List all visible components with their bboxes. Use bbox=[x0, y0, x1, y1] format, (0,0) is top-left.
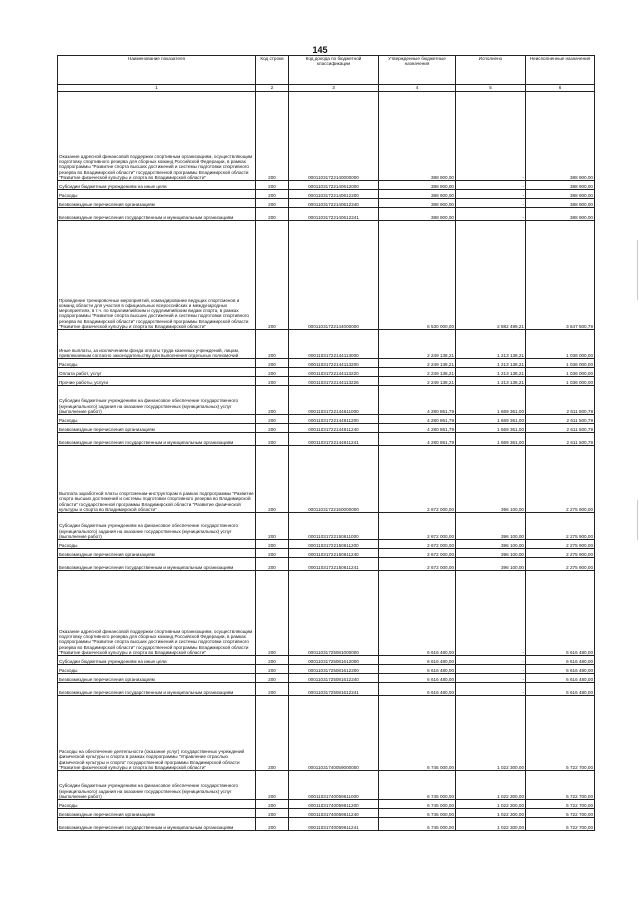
table-cell-unexecuted: 2 611 500,79 bbox=[526, 415, 595, 424]
table-cell-income-code: 00011031740059611200 bbox=[289, 800, 379, 809]
table-cell-income-code: 00011031722144113200 bbox=[289, 359, 379, 368]
table-cell-approved: 2 672 000,00 bbox=[379, 558, 456, 571]
table-cell-executed: - bbox=[456, 92, 526, 181]
column-header-executed: Исполнено bbox=[456, 56, 526, 85]
table-cell-line-code: 200 bbox=[256, 571, 289, 656]
table-cell-income-code: 00011031740059000000 bbox=[289, 696, 379, 771]
table-cell-line-code: 200 bbox=[256, 540, 289, 549]
table-cell-unexecuted: 2 611 500,79 bbox=[526, 424, 595, 433]
table-cell-approved: 6 745 000,00 bbox=[379, 818, 456, 831]
table-row bbox=[58, 809, 595, 818]
table-cell-income-code: 00011031722144611240 bbox=[289, 424, 379, 433]
column-number: 5 bbox=[456, 85, 526, 92]
table-cell-line-code: 200 bbox=[256, 92, 289, 181]
table-cell-unexecuted: 6 616 480,00 bbox=[526, 665, 595, 674]
budget-execution-table bbox=[57, 55, 595, 831]
page-number: 145 bbox=[312, 45, 328, 55]
table-cell-income-code: 00011031722144611241 bbox=[289, 433, 379, 446]
table-row bbox=[58, 665, 595, 674]
scan-edge-line bbox=[637, 240, 638, 300]
table-cell-name: Оплата работ, услуг bbox=[58, 368, 256, 377]
table-cell-name: Расходы на обеспечение деятельности (оказание услуг) государственных учреждений физической культуры и спорта в рамках подпрограммы "Управление отраслью физической культуры и спорта" государственной программы Владимирской области "Развитие физической культуры и спорта во Владимирской области" bbox=[58, 696, 256, 771]
table-row bbox=[58, 221, 595, 330]
table-cell-unexecuted: 1 036 000,00 bbox=[526, 330, 595, 359]
table-cell-approved: 2 249 138,21 bbox=[379, 330, 456, 359]
table-cell-unexecuted: 2 275 900,00 bbox=[526, 513, 595, 540]
table-cell-name: Проведение тренировочных мероприятий, командирование ведущих спортсменов и команд области для участия в официальных всероссийских и международных мероприятиях, в т.ч. по паралимпийским и сурдлимпийским видам спорта, в рамках подпрограммы "Развитие спорта высших достижений и системы подготовки спортивного резерва во Владимирской области" государственной программы Владимирской области "Развитие физической культуры и спорта во Владимирской области" bbox=[58, 221, 256, 330]
table-cell-executed: 1 213 138,21 bbox=[456, 368, 526, 377]
table-cell-name: Безвозмездные перечисления государственным и муниципальным организациям bbox=[58, 558, 256, 571]
table-cell-unexecuted: 2 275 900,00 bbox=[526, 540, 595, 549]
table-cell-name: Субсидии бюджетным учреждениям на иные цели bbox=[58, 181, 256, 190]
table-cell-income-code: 00011031722140612240 bbox=[289, 199, 379, 208]
table-cell-approved: 6 530 000,00 bbox=[379, 221, 456, 330]
table-cell-name: Расходы bbox=[58, 190, 256, 199]
table-row bbox=[58, 208, 595, 221]
table-cell-unexecuted: 388 900,00 bbox=[526, 92, 595, 181]
table-cell-unexecuted: 1 036 000,00 bbox=[526, 377, 595, 386]
table-cell-executed: 1 669 361,00 bbox=[456, 433, 526, 446]
table-row bbox=[58, 199, 595, 208]
table-cell-executed: 396 100,00 bbox=[456, 540, 526, 549]
table-cell-approved: 2 249 138,21 bbox=[379, 368, 456, 377]
table-row bbox=[58, 386, 595, 415]
column-number: 4 bbox=[379, 85, 456, 92]
table-cell-executed: - bbox=[456, 674, 526, 683]
table-cell-unexecuted: 6 616 480,00 bbox=[526, 656, 595, 665]
table-row bbox=[58, 818, 595, 831]
column-header-line-code: Код строки bbox=[256, 56, 289, 85]
table-cell-executed: 1 022 300,00 bbox=[456, 809, 526, 818]
table-cell-name: Субсидии бюджетным учреждениям на иные цели bbox=[58, 656, 256, 665]
table-row bbox=[58, 92, 595, 181]
table-row bbox=[58, 368, 595, 377]
table-row bbox=[58, 674, 595, 683]
table-cell-name: Безвозмездные перечисления организациям bbox=[58, 674, 256, 683]
table-cell-income-code: 00011031725081612240 bbox=[289, 674, 379, 683]
table-cell-unexecuted: 388 900,00 bbox=[526, 208, 595, 221]
table-cell-unexecuted: 2 275 900,00 bbox=[526, 446, 595, 513]
table-row bbox=[58, 377, 595, 386]
table-cell-unexecuted: 5 722 700,00 bbox=[526, 696, 595, 771]
table-cell-income-code: 00011031722150611241 bbox=[289, 558, 379, 571]
table-cell-unexecuted: 2 275 900,00 bbox=[526, 549, 595, 558]
table-cell-name: Безвозмездные перечисления государственным и муниципальным организациям bbox=[58, 433, 256, 446]
table-cell-line-code: 200 bbox=[256, 771, 289, 800]
table-cell-line-code: 200 bbox=[256, 424, 289, 433]
table-cell-executed: - bbox=[456, 199, 526, 208]
table-cell-approved: 388 900,00 bbox=[379, 208, 456, 221]
table-cell-executed: - bbox=[456, 208, 526, 221]
table-cell-line-code: 200 bbox=[256, 656, 289, 665]
table-cell-unexecuted: 5 722 700,00 bbox=[526, 800, 595, 809]
table-cell-approved: 6 616 480,00 bbox=[379, 656, 456, 665]
table-cell-line-code: 200 bbox=[256, 368, 289, 377]
table-cell-income-code: 00011031740059611240 bbox=[289, 809, 379, 818]
table-cell-line-code: 200 bbox=[256, 386, 289, 415]
table-cell-approved: 6 616 480,00 bbox=[379, 683, 456, 696]
table-cell-line-code: 200 bbox=[256, 433, 289, 446]
table-cell-unexecuted: 5 722 700,00 bbox=[526, 818, 595, 831]
column-number-row bbox=[58, 85, 595, 92]
table-row bbox=[58, 433, 595, 446]
table-cell-executed: 396 100,00 bbox=[456, 513, 526, 540]
table-cell-name: Оказание адресной финансовой поддержки спортивным организациям, осуществляющим подготовку спортивного резерва для сборных команд Российской Федерации, в рамках подпрограммы "Развитие спорта высших достижений и системы подготовки спортивного резерва во Владимирской области" государственной программы Владимирской области "Развитие физической культуры и спорта во Владимирской области" bbox=[58, 571, 256, 656]
table-cell-name: Субсидии бюджетным учреждениям на финансовое обеспечение государственного (муниципального) задания на оказание государственных (муниципальных) услуг (выполнение работ) bbox=[58, 386, 256, 415]
table-row bbox=[58, 771, 595, 800]
column-header-name: Наименование показателя bbox=[58, 56, 256, 85]
table-cell-executed: 1 213 138,21 bbox=[456, 359, 526, 368]
table-cell-name: Безвозмездные перечисления государственным и муниципальным организациям bbox=[58, 683, 256, 696]
table-cell-approved: 388 900,00 bbox=[379, 199, 456, 208]
table-cell-name: Субсидии бюджетным учреждениям на финансовое обеспечение государственного (муниципального) задания на оказание государственных (муниципальных) услуг (выполнение работ) bbox=[58, 513, 256, 540]
table-row bbox=[58, 549, 595, 558]
table-row bbox=[58, 424, 595, 433]
table-cell-approved: 2 672 000,00 bbox=[379, 513, 456, 540]
table-row bbox=[58, 513, 595, 540]
table-cell-unexecuted: 5 722 700,00 bbox=[526, 771, 595, 800]
table-cell-unexecuted: 388 900,00 bbox=[526, 190, 595, 199]
column-number: 1 bbox=[58, 85, 256, 92]
table-cell-approved: 6 745 000,00 bbox=[379, 809, 456, 818]
table-body bbox=[58, 92, 595, 831]
table-cell-executed: 1 669 361,00 bbox=[456, 415, 526, 424]
table-cell-income-code: 00011031722140612241 bbox=[289, 208, 379, 221]
table-row bbox=[58, 558, 595, 571]
table-row bbox=[58, 359, 595, 368]
table-cell-name: Субсидии бюджетным учреждениям на финансовое обеспечение государственного (муниципального) задания на оказание государственных (муниципальных) услуг (выполнение работ) bbox=[58, 771, 256, 800]
table-cell-approved: 4 280 861,79 bbox=[379, 433, 456, 446]
column-header-unexecuted: Неисполненные назначения bbox=[526, 56, 595, 85]
table-row bbox=[58, 696, 595, 771]
table-cell-income-code: 00011031740059611241 bbox=[289, 818, 379, 831]
table-cell-name: Расходы bbox=[58, 415, 256, 424]
table-cell-name: Безвозмездные перечисления организациям bbox=[58, 424, 256, 433]
table-cell-income-code: 00011031725081612200 bbox=[289, 665, 379, 674]
table-cell-approved: 6 745 000,00 bbox=[379, 800, 456, 809]
table-cell-unexecuted: 2 611 500,79 bbox=[526, 433, 595, 446]
table-row bbox=[58, 415, 595, 424]
table-cell-approved: 2 672 000,00 bbox=[379, 549, 456, 558]
table-cell-income-code: 00011031722140000000 bbox=[289, 92, 379, 181]
table-cell-unexecuted: 2 611 500,79 bbox=[526, 386, 595, 415]
table-cell-name: Безвозмездные перечисления государственным и муниципальным организациям bbox=[58, 208, 256, 221]
table-cell-executed: 2 882 499,21 bbox=[456, 221, 526, 330]
column-header-approved: Утвержденные бюджетные назначения bbox=[379, 56, 456, 85]
table-cell-unexecuted: 5 722 700,00 bbox=[526, 809, 595, 818]
table-cell-income-code: 00011031722140612000 bbox=[289, 181, 379, 190]
table-cell-name: Расходы bbox=[58, 665, 256, 674]
table-row bbox=[58, 571, 595, 656]
table-cell-unexecuted: 6 616 480,00 bbox=[526, 683, 595, 696]
table-row bbox=[58, 181, 595, 190]
table-cell-line-code: 200 bbox=[256, 181, 289, 190]
table-cell-approved: 6 745 000,00 bbox=[379, 771, 456, 800]
table-cell-income-code: 00011031725081612000 bbox=[289, 656, 379, 665]
table-cell-line-code: 200 bbox=[256, 558, 289, 571]
table-cell-income-code: 00011031722144113220 bbox=[289, 368, 379, 377]
table-cell-income-code: 00011031722150611240 bbox=[289, 549, 379, 558]
table-cell-unexecuted: 2 275 900,00 bbox=[526, 558, 595, 571]
table-cell-line-code: 200 bbox=[256, 359, 289, 368]
table-cell-line-code: 200 bbox=[256, 809, 289, 818]
table-cell-line-code: 200 bbox=[256, 513, 289, 540]
table-cell-approved: 388 900,00 bbox=[379, 190, 456, 199]
table-cell-unexecuted: 388 900,00 bbox=[526, 199, 595, 208]
table-cell-approved: 2 672 000,00 bbox=[379, 540, 456, 549]
table-header-row bbox=[58, 56, 595, 85]
table-cell-executed: - bbox=[456, 656, 526, 665]
table-cell-executed: - bbox=[456, 665, 526, 674]
table-cell-income-code: 00011031725081000000 bbox=[289, 571, 379, 656]
table-cell-line-code: 200 bbox=[256, 549, 289, 558]
column-number: 6 bbox=[526, 85, 595, 92]
table-cell-approved: 6 616 480,00 bbox=[379, 665, 456, 674]
table-row bbox=[58, 800, 595, 809]
table-cell-approved: 4 280 861,79 bbox=[379, 386, 456, 415]
table-cell-line-code: 200 bbox=[256, 800, 289, 809]
table-cell-name: Безвозмездные перечисления организациям bbox=[58, 199, 256, 208]
column-header-income-code: Код дохода по бюджетной классификации bbox=[289, 56, 379, 85]
table-cell-executed: 1 213 138,21 bbox=[456, 377, 526, 386]
table-cell-executed: 396 100,00 bbox=[456, 446, 526, 513]
table-cell-line-code: 200 bbox=[256, 696, 289, 771]
table-cell-line-code: 200 bbox=[256, 208, 289, 221]
table-row bbox=[58, 190, 595, 199]
table-cell-income-code: 00011031740059611000 bbox=[289, 771, 379, 800]
table-cell-unexecuted: 1 036 000,00 bbox=[526, 359, 595, 368]
table-cell-income-code: 00011031722144113226 bbox=[289, 377, 379, 386]
table-cell-name: Иные выплаты, за исключением фонда оплаты труда казенных учреждений, лицам, привлекаемым согласно законодательству для выполнения отдельных полномочий bbox=[58, 330, 256, 359]
table-cell-income-code: 00011031722150000000 bbox=[289, 446, 379, 513]
table-cell-line-code: 200 bbox=[256, 674, 289, 683]
table-cell-unexecuted: 3 647 500,79 bbox=[526, 221, 595, 330]
table-cell-income-code: 00011031722150611000 bbox=[289, 513, 379, 540]
table-cell-approved: 2 249 138,21 bbox=[379, 359, 456, 368]
table-cell-unexecuted: 1 036 000,00 bbox=[526, 368, 595, 377]
table-cell-line-code: 200 bbox=[256, 377, 289, 386]
table-cell-approved: 388 900,00 bbox=[379, 92, 456, 181]
table-cell-executed: 1 669 361,00 bbox=[456, 424, 526, 433]
table-cell-executed: - bbox=[456, 571, 526, 656]
table-cell-approved: 388 900,00 bbox=[379, 181, 456, 190]
table-cell-executed: 1 213 138,21 bbox=[456, 330, 526, 359]
table-cell-approved: 4 280 861,79 bbox=[379, 424, 456, 433]
table-cell-approved: 6 616 480,00 bbox=[379, 571, 456, 656]
table-cell-line-code: 200 bbox=[256, 665, 289, 674]
table-cell-executed: 396 100,00 bbox=[456, 549, 526, 558]
scan-edge-line bbox=[637, 500, 638, 540]
table-cell-approved: 4 280 861,79 bbox=[379, 415, 456, 424]
table-cell-unexecuted: 6 616 480,00 bbox=[526, 571, 595, 656]
table-cell-line-code: 200 bbox=[256, 818, 289, 831]
table-cell-name: Безвозмездные перечисления организациям bbox=[58, 809, 256, 818]
table-cell-income-code: 00011031722150611200 bbox=[289, 540, 379, 549]
table-cell-executed: 1 022 300,00 bbox=[456, 800, 526, 809]
table-row bbox=[58, 330, 595, 359]
table-cell-income-code: 00011031722144611200 bbox=[289, 415, 379, 424]
column-number: 2 bbox=[256, 85, 289, 92]
table-cell-line-code: 200 bbox=[256, 446, 289, 513]
table-cell-unexecuted: 6 616 480,00 bbox=[526, 674, 595, 683]
table-cell-line-code: 200 bbox=[256, 330, 289, 359]
table-cell-approved: 6 745 000,00 bbox=[379, 696, 456, 771]
table-cell-name: Выплата заработной платы спортсменам-инструкторам в рамках подпрограммы "Развитие спорта высших достижений и системы подготовки спортивного резерва во Владимирской области" государственной программы Владимирской области "Развитие физической культуры и спорта во Владимирской области" bbox=[58, 446, 256, 513]
table-cell-name: Расходы bbox=[58, 540, 256, 549]
table-cell-unexecuted: 388 900,00 bbox=[526, 181, 595, 190]
table-cell-income-code: 00011031722144113000 bbox=[289, 330, 379, 359]
table-cell-name: Расходы bbox=[58, 800, 256, 809]
table-cell-approved: 6 616 480,00 bbox=[379, 674, 456, 683]
table-row bbox=[58, 540, 595, 549]
table-cell-income-code: 00011031722144000000 bbox=[289, 221, 379, 330]
table-cell-approved: 2 249 138,21 bbox=[379, 377, 456, 386]
table-cell-income-code: 00011031725081612241 bbox=[289, 683, 379, 696]
table-cell-line-code: 200 bbox=[256, 199, 289, 208]
table-cell-executed: 1 022 300,00 bbox=[456, 771, 526, 800]
table-cell-executed: 1 022 300,00 bbox=[456, 696, 526, 771]
table-cell-executed: - bbox=[456, 181, 526, 190]
table-cell-name: Безвозмездные перечисления организациям bbox=[58, 549, 256, 558]
column-number: 3 bbox=[289, 85, 379, 92]
table-cell-executed: 396 100,00 bbox=[456, 558, 526, 571]
table-cell-name: Прочие работы, услуги bbox=[58, 377, 256, 386]
table-row bbox=[58, 656, 595, 665]
table-cell-income-code: 00011031722140612200 bbox=[289, 190, 379, 199]
table-cell-approved: 2 672 000,00 bbox=[379, 446, 456, 513]
table-row bbox=[58, 683, 595, 696]
table-cell-executed: 1 669 361,00 bbox=[456, 386, 526, 415]
table-cell-line-code: 200 bbox=[256, 190, 289, 199]
table-cell-line-code: 200 bbox=[256, 683, 289, 696]
table-cell-name: Безвозмездные перечисления государственным и муниципальным организациям bbox=[58, 818, 256, 831]
table-cell-executed: - bbox=[456, 190, 526, 199]
table-cell-line-code: 200 bbox=[256, 415, 289, 424]
table-cell-line-code: 200 bbox=[256, 221, 289, 330]
table-cell-name: Оказание адресной финансовой поддержки спортивным организациям, осуществляющим подготовку спортивного резерва для сборных команд Российской Федерации, в рамках подпрограммы "Развитие спорта высших достижений и системы подготовки спортивного резерва во Владимирской области" государственной программы Владимирской области "Развитие физической культуры и спорта во Владимирской области" bbox=[58, 92, 256, 181]
table-cell-name: Расходы bbox=[58, 359, 256, 368]
table-cell-executed: 1 022 300,00 bbox=[456, 818, 526, 831]
table-cell-income-code: 00011031722144611000 bbox=[289, 386, 379, 415]
table-row bbox=[58, 446, 595, 513]
table-cell-executed: - bbox=[456, 683, 526, 696]
